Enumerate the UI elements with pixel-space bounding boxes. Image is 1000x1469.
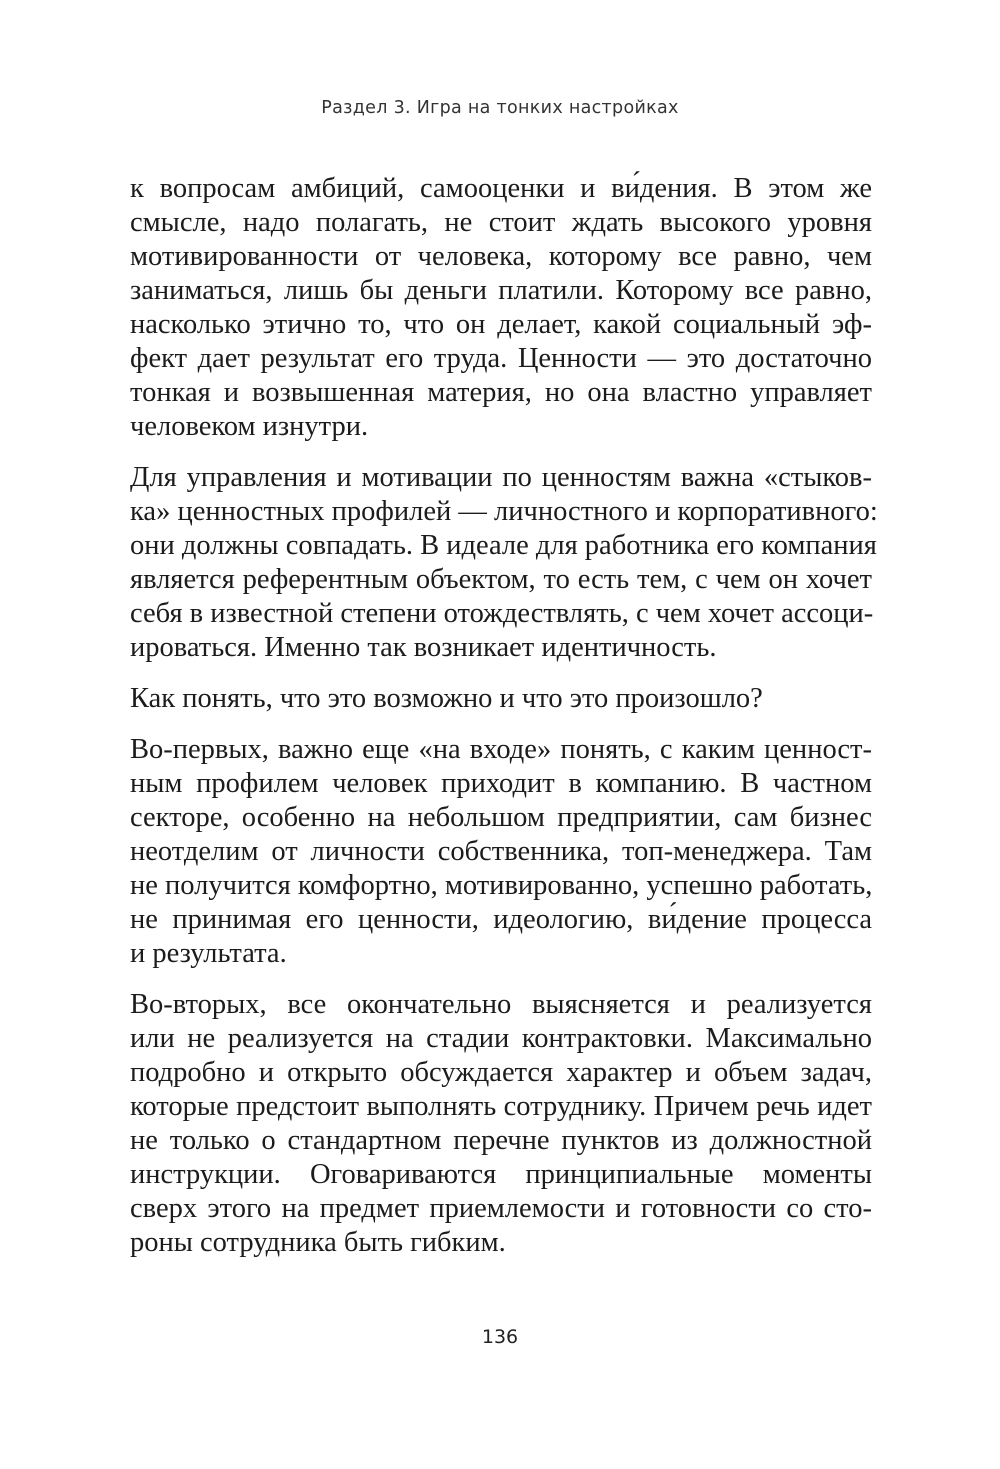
text-line: которые предстоит выполнять сотруднику. Причем речь идет xyxy=(130,1091,872,1122)
text-line: себя в известной степени отождествлять, с чем хочет ассоци- xyxy=(130,598,874,629)
page-number: 136 xyxy=(481,1326,519,1348)
text-line: смысле, надо полагать, не стоит ждать высокого уровня xyxy=(130,207,872,238)
paragraph xyxy=(130,461,878,665)
text-line: мотивированности от человека, которому все равно, чем xyxy=(130,241,872,272)
paragraph xyxy=(130,733,872,971)
text-line: не только о стандартном перечне пунктов из должностной xyxy=(130,1125,872,1156)
text-line: тонкая и возвышенная материя, но она властно управляет xyxy=(130,377,872,408)
text-line: подробно и открыто обсуждается характер и объем задач, xyxy=(130,1057,872,1088)
text-line: человеком изнутри. xyxy=(130,411,369,442)
text-line: или не реализуется на стадии контрактовки. Максимально xyxy=(130,1023,872,1054)
text-line: ироваться. Именно так возникает идентичность. xyxy=(130,632,717,663)
text-line: роны сотрудника быть гибким. xyxy=(130,1227,506,1258)
text-line: фект дает результат его труда. Ценности — это достаточно xyxy=(130,343,872,374)
text-line: Во-вторых, все окончательно выясняется и реализуется xyxy=(130,989,872,1020)
text-line: является референтным объектом, то есть тем, с чем он хочет xyxy=(130,564,872,595)
text-line: сверх этого на предмет приемлемости и готовности со сто- xyxy=(130,1193,872,1224)
text-line: не получится комфортно, мотивированно, успешно работать, xyxy=(130,870,873,901)
body-text xyxy=(130,172,878,1277)
text-line: не принимая его ценности, идеологию, ви́дение процесса xyxy=(130,904,872,935)
paragraph xyxy=(130,682,872,716)
text-line: ка» ценностных профилей — личностного и корпоративного: xyxy=(130,496,878,527)
text-line: Во-первых, важно еще «на входе» понять, с каким ценност- xyxy=(130,734,872,765)
text-line: Как понять, что это возможно и что это произошло? xyxy=(130,683,763,714)
text-line: к вопросам амбиций, самооценки и ви́дения. В этом же xyxy=(130,173,872,204)
text-line: заниматься, лишь бы деньги платили. Которому все равно, xyxy=(130,275,872,306)
running-header: Раздел 3. Игра на тонких настройках xyxy=(321,98,679,118)
text-line: ным профилем человек приходит в компанию. В частном xyxy=(130,768,872,799)
text-line: они должны совпадать. В идеале для работника его компания xyxy=(130,530,877,561)
text-line: инструкции. Оговариваются принципиальные моменты xyxy=(130,1159,872,1190)
text-line: неотделим от личности собственника, топ-менеджера. Там xyxy=(130,836,872,867)
text-line: насколько этично то, что он делает, какой социальный эф- xyxy=(130,309,872,340)
text-line: Для управления и мотивации по ценностям важна «стыков- xyxy=(130,462,872,493)
paragraph xyxy=(130,172,872,444)
text-line: секторе, особенно на небольшом предприятии, сам бизнес xyxy=(130,802,872,833)
text-line: и результата. xyxy=(130,938,287,969)
paragraph xyxy=(130,988,872,1260)
